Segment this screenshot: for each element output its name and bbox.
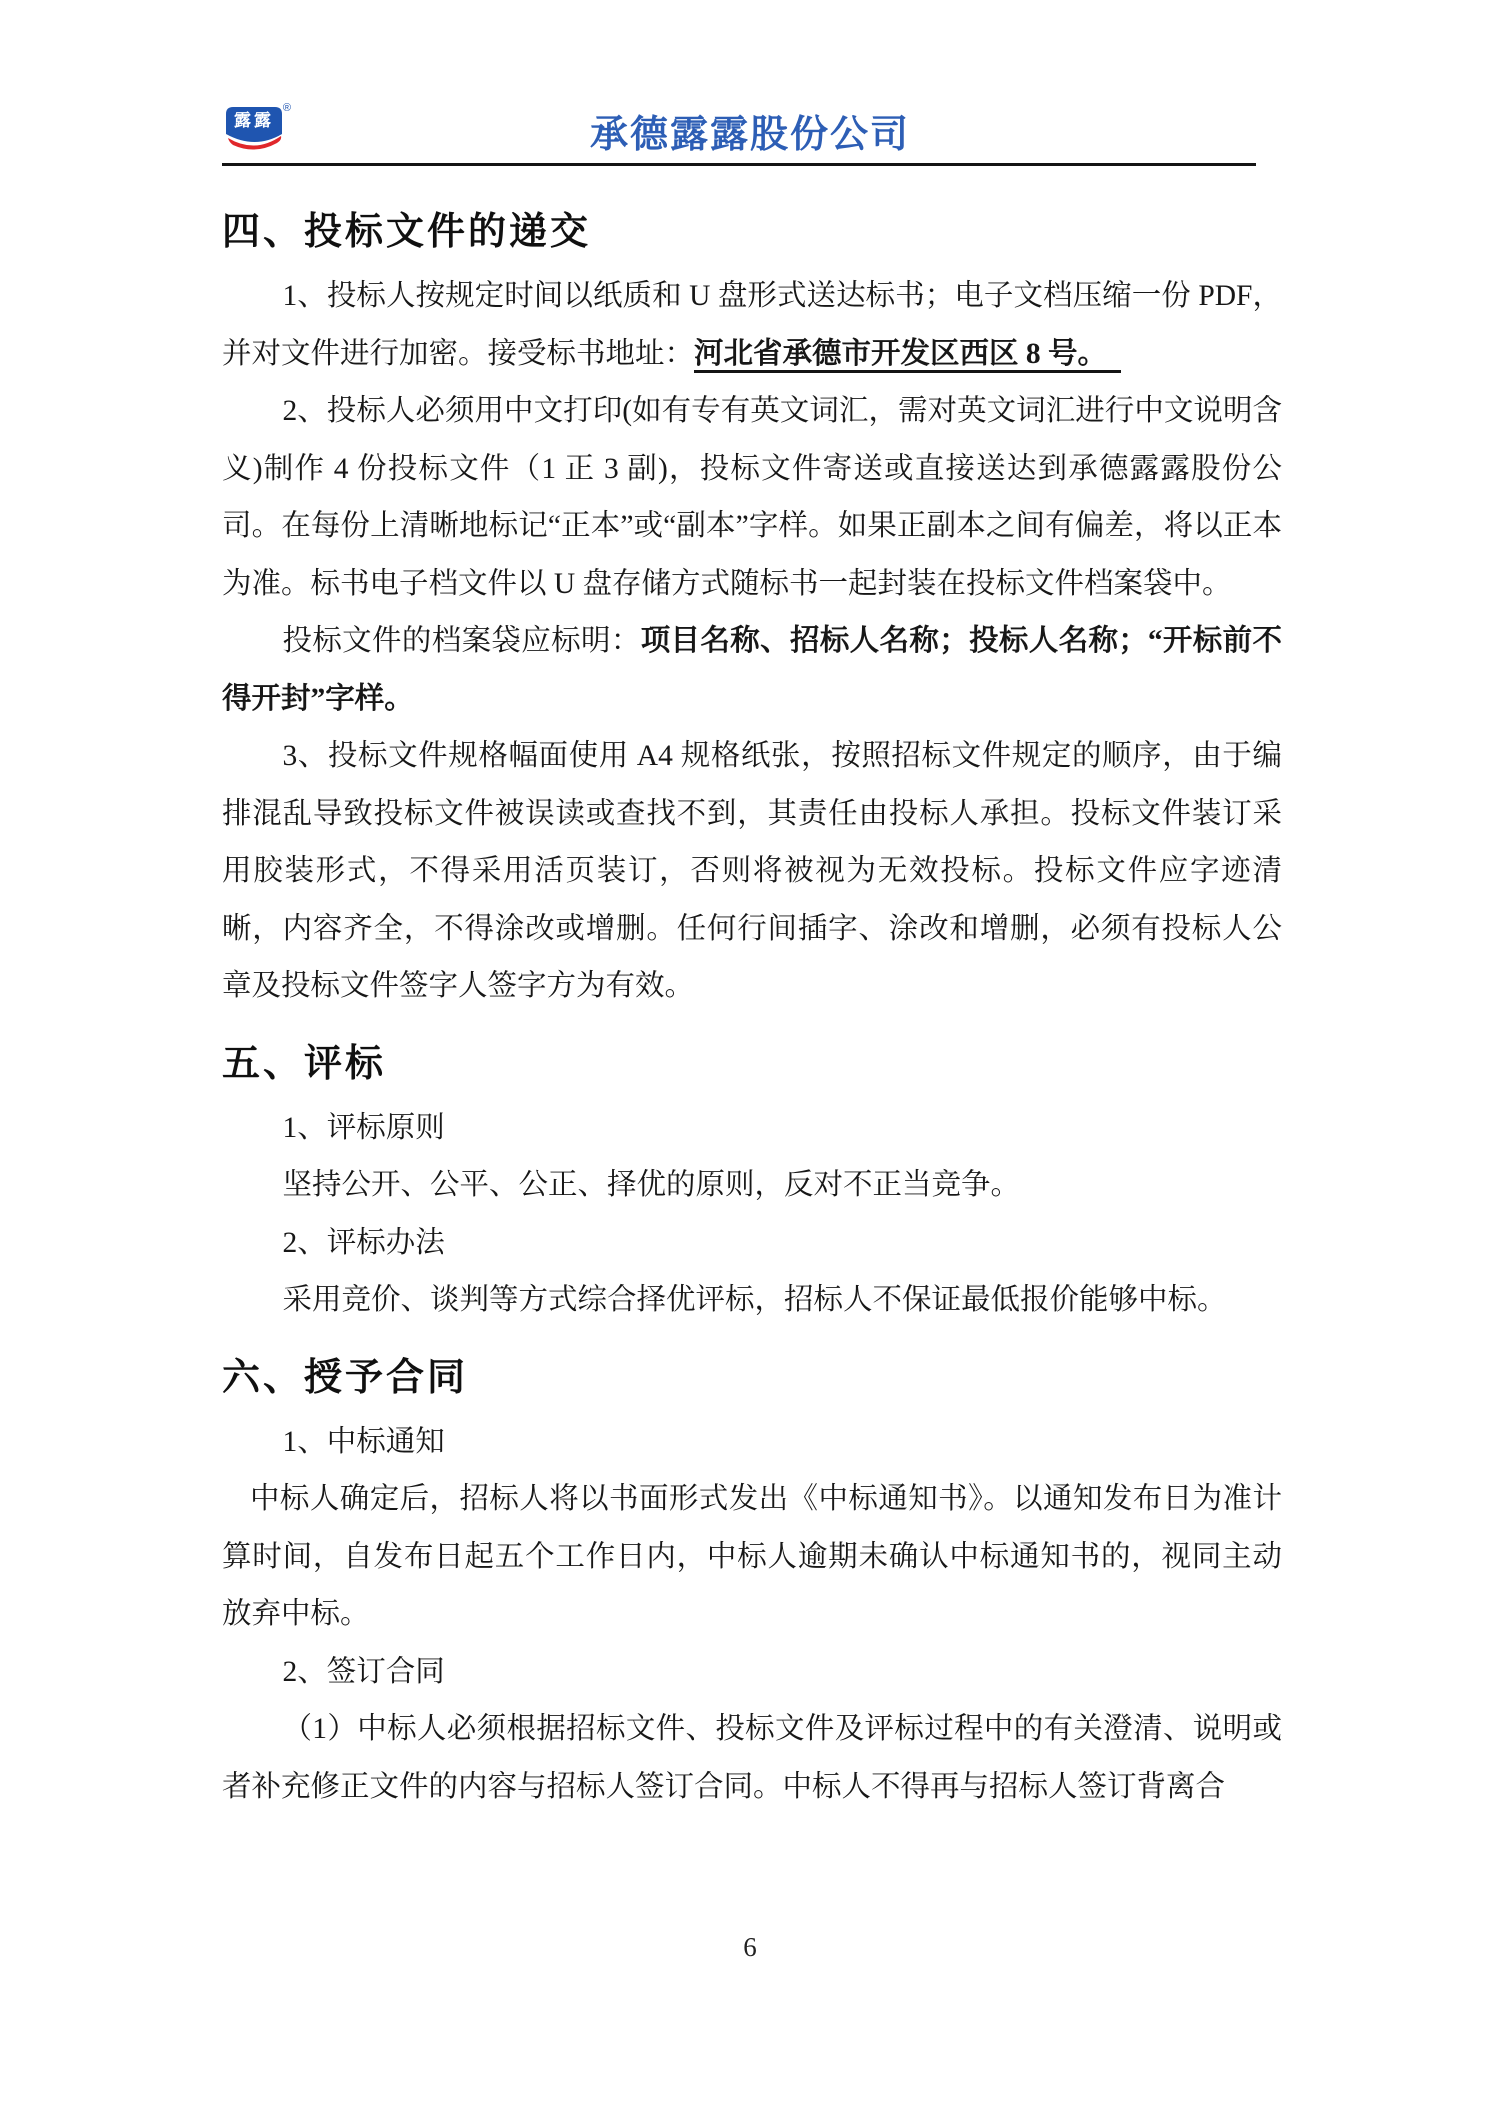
paragraph-eval-method-title: 2、评标办法 <box>282 1226 445 1259</box>
document-body <box>222 166 1282 1816</box>
paragraph-delivery <box>222 268 1282 383</box>
paragraph-sign-contract-title: 2、签订合同 <box>282 1655 445 1688</box>
section-heading-evaluation: 五、评标 <box>222 1042 387 1085</box>
paragraph-eval-principle: 坚持公开、公平、公正、择优的原则，反对不正当竞争。 <box>282 1169 1020 1201</box>
paragraph-envelope <box>222 613 1282 728</box>
registered-trademark-icon: ® <box>282 102 291 114</box>
paragraph-eval-method: 采用竞价、谈判等方式综合择优评标，招标人不保证最低报价能够中标。 <box>282 1284 1227 1316</box>
paragraph-format: 3、投标文件规格幅面使用 A4 规格纸张，按照招标文件规定的顺序，由于编排混乱导致投标文件被误读或查找不到，其责任由投标人承担。投标文件装订采用胶装形式，不得采用活页装订，否则将被视为无效投标。投标文件应字迹清晰，内容齐全，不得涂改或增删。任何行间插字、涂改和增删，必须有投标人公章及投标文件签字人签字方为有效。 <box>222 740 1282 1002</box>
company-name: 承德露露股份公司 <box>589 114 910 156</box>
paragraph-eval-principle-title: 1、评标原则 <box>282 1111 445 1144</box>
section-heading-award: 六、授予合同 <box>222 1356 469 1399</box>
paragraph-sign-contract: （1）中标人必须根据招标文件、投标文件及评标过程中的有关澄清、说明或者补充修正文件的内容与招标人签订合同。中标人不得再与招标人签订背离合 <box>222 1713 1282 1803</box>
page-number: 6 <box>743 1932 757 1962</box>
envelope-marking-bold: 项目名称、招标人名称；投标人名称；“开标前不得开封”字样。 <box>222 625 1282 715</box>
paragraph-text: 1、投标人按规定时间以纸质和 U 盘形式送达标书；电子文档压缩一份 PDF，并对文件进行加密。接受标书地址： <box>222 280 1282 370</box>
section-heading-submission: 四、投标文件的递交 <box>222 211 592 253</box>
address-highlight: 河北省承德市开发区西区 8 号。 <box>694 338 1121 373</box>
paragraph-award-notice-title: 1、中标通知 <box>282 1425 445 1458</box>
paragraph-award-notice: 中标人确定后，招标人将以书面形式发出《中标通知书》。以通知发布日为准计算时间，自发布日起五个工作日内，中标人逾期未确认中标通知书的，视同主动放弃中标。 <box>222 1483 1282 1630</box>
paragraph-text: 投标文件的档案袋应标明： <box>282 625 641 657</box>
paragraph-copies: 2、投标人必须用中文打印(如有专有英文词汇，需对英文词汇进行中文说明含义)制作 4 份投标文件（1 正 3 副)，投标文件寄送或直接送达到承德露露股份公司。在每份上清晰地标记“正本”或“副本”字样。如果正副本之间有偏差，将以正本为准。标书电子档文件以 U 盘存储方式随标书一起封装在投标文件档案袋中。 <box>222 395 1282 600</box>
logo-lolo-text: 露露 <box>234 111 274 130</box>
